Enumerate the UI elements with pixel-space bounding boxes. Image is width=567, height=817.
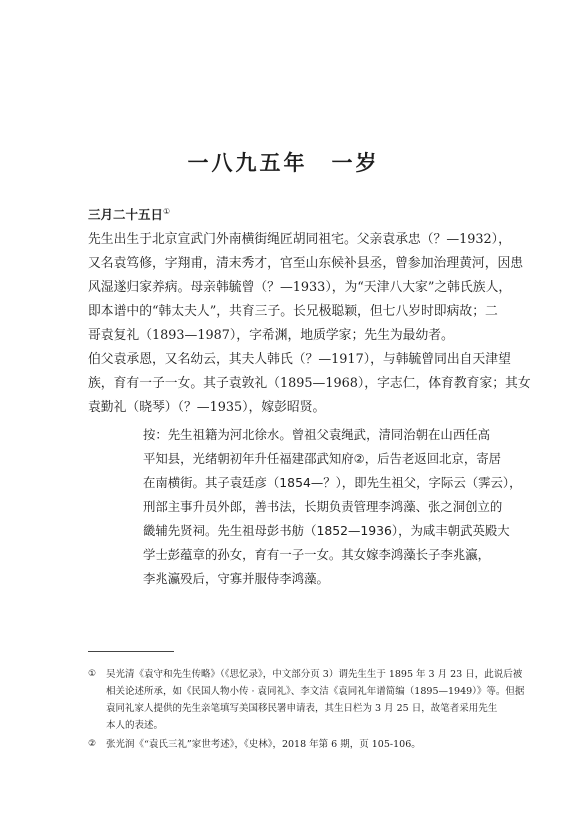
note-line-5: 畿辅先贤祠。先生祖母彭书舫（1852—1936），为咸丰朝武英殿大 [143,523,510,538]
paragraph-2-line-2: 族，育有一子一女。其子袁敦礼（1895—1968），字志仁，体育教育家；其女 [88,376,531,391]
footnote-1-mark: ① [88,669,97,679]
note-line-4: 刑部主事升员外郎，善书法，长期负责管理李鸿藻、张之洞创立的 [143,499,503,514]
footnote-1-line-2: 相关论述所承，如《民国人物小传 · 袁同礼》、李文洁《袁同礼年谱简编（1895—1949）》等。但据 [106,686,525,697]
footnote-1-line-4: 本人的表述。 [106,720,164,731]
chapter-title: 一八九五年 一岁 [187,151,380,175]
footnote-2-mark: ② [88,739,97,749]
paragraph-2-line-3: 袁勤礼（晓琴）（？—1935），嫁彭昭贤。 [88,400,326,415]
paragraph-2-line-1: 伯父袁承恩，又名幼云，其夫人韩氏（？—1917），与韩毓曾同出自天津望 [88,352,511,367]
paragraph-1-line-1: 先生出生于北京宣武门外南横街绳匠胡同祖宅。父亲袁承忠（？—1932）， [88,232,511,247]
note-line-3: 在南横街。其子袁廷彦（1854—？），即先生祖父，字际云（霁云）， [143,475,522,490]
date-heading-text: 三月二十五日 [88,207,164,222]
note-line-1: 按：先生祖籍为河北徐水。曾祖父袁绳武，清同治朝在山西任高 [143,427,490,442]
footnote-1-line-3: 袁同礼家人提供的先生亲笔填写美国移民署申请表，其生日栏为 3 月 25 日，故笔者采用先生 [106,703,498,714]
paragraph-1-line-3: 风湿遂归家养病。母亲韩毓曾（？—1933），为“天津八大家”之韩氏族人， [88,280,512,295]
note-line-6: 学士彭蕴章的孙女，育有一子一女。其女嫁李鸿藻长子李兆瀛， [143,547,490,562]
footnote-divider [88,651,174,652]
paragraph-1-line-5: 哥袁复礼（1893—1987），字希渊，地质学家；先生为最幼者。 [88,328,454,343]
note-line-7: 李兆瀛殁后，守寡并服侍李鸿藻。 [143,571,329,586]
note-line-2: 平知县，光绪朝初年升任福建邵武知府②，后告老返回北京，寄居 [143,451,502,466]
date-heading [88,205,170,225]
footnote-ref-1: ① [163,206,171,216]
footnote-1-line-1: 吴光清《袁守和先生传略》（《思忆录》，中文部分页 3）谓先生生于 1895 年 3 月 23 日，此说后被 [106,669,523,680]
footnote-2-line-1: 张光润《“袁氏三礼”家世考述》，《史林》，2018 年第 6 期，页 105-106。 [106,739,421,750]
paragraph-1-line-4: 即本谱中的“韩太夫人”，共育三子。长兄极聪颖，但七八岁时即病故；二 [88,304,498,319]
paragraph-1-line-2: 又名袁笃修，字翔甫，清末秀才，官至山东候补县丞，曾参加治理黄河，因患 [88,256,524,271]
